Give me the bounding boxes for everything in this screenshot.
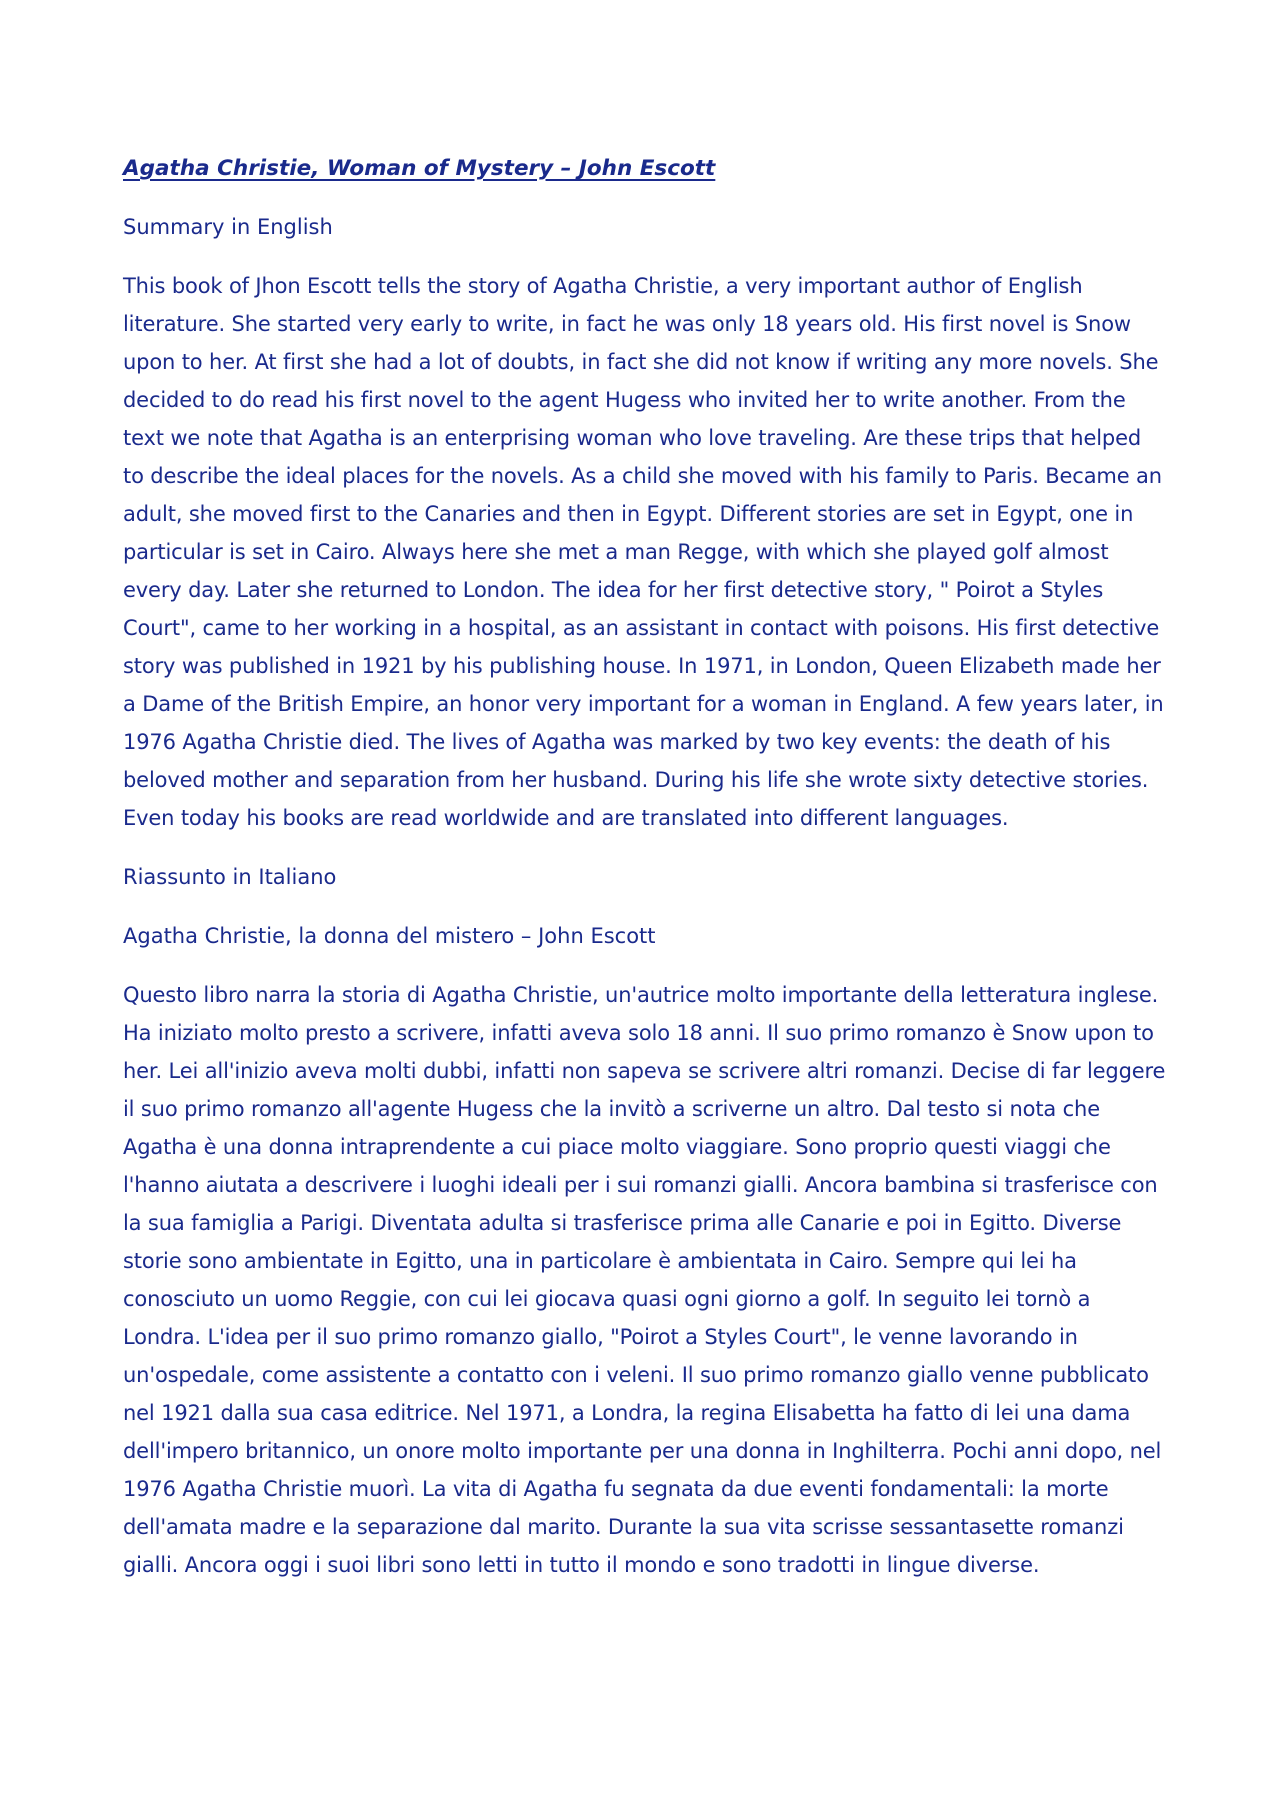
english-summary-paragraph: This book of Jhon Escott tells the story of Agatha Christie, a very important author of English literature. She started very early to write, in fact he was only 18 years old. His first novel is Snow upon to her. At first she had a lot of doubts, in fact she did not know if writing any more novels. She decided to do read his first novel to the agent Hugess who invited her to write another. From the text we note that Agatha is an enterprising woman who love traveling. Are these trips that helped to describe the ideal places for the novels. As a child she moved with his family to Paris. Became an adult, she moved first to the Canaries and then in Egypt. Different stories are set in Egypt, one in particular is set in Cairo. Always here she met a man Regge, with which she played golf almost every day. Later she returned to London. The idea for her first detective story, " Poirot a Styles Court", came to her working in a hospital, as an assistant in contact with poisons. His first detective story was published in 1921 by his publishing house. In 1971, in London, Queen Elizabeth made her a Dame of the British Empire, an honor very important for a woman in England. A few years later, in 1976 Agatha Christie died. The lives of Agatha was marked by two key events: the death of his beloved mother and separation from her husband. During his life she wrote sixty detective stories. Even today his books are read worldwide and are translated into different languages. [123,274,1164,830]
english-summary-heading: Summary in English [123,215,333,239]
italian-summary-subtitle: Agatha Christie, la donna del mistero – John Escott [123,924,656,948]
italian-summary-paragraph: Questo libro narra la storia di Agatha Christie, un'autrice molto importante della letteratura inglese. Ha iniziato molto presto a scrivere, infatti aveva solo 18 anni. Il suo primo romanzo è Snow upon to her. Lei all'inizio aveva molti dubbi, infatti non sapeva se scrivere altri romanzi. Decise di far leggere il suo primo romanzo all'agente Hugess che la invitò a scriverne un altro. Dal testo si nota che Agatha è una donna intraprendente a cui piace molto viaggiare. Sono proprio questi viaggi che l'hanno aiutata a descrivere i luoghi ideali per i sui romanzi gialli. Ancora bambina si trasferisce con la sua famiglia a Parigi. Diventata adulta si trasferisce prima alle Canarie e poi in Egitto. Diverse storie sono ambientate in Egitto, una in particolare è ambientata in Cairo. Sempre qui lei ha conosciuto un uomo Reggie, con cui lei giocava quasi ogni giorno a golf. In seguito lei tornò a Londra. L'idea per il suo primo romanzo giallo, "Poirot a Styles Court", le venne lavorando in un'ospedale, come assistente a contatto con i veleni. Il suo primo romanzo giallo venne pubblicato nel 1921 dalla sua casa editrice. Nel 1971, a Londra, la regina Elisabetta ha fatto di lei una dama dell'impero britannico, un onore molto importante per una donna in Inghilterra. Pochi anni dopo, nel 1976 Agatha Christie muorì. La vita di Agatha fu segnata da due eventi fondamentali: la morte dell'amata madre e la separazione dal marito. Durante la sua vita scrisse sessantasette romanzi gialli. Ancora oggi i suoi libri sono letti in tutto il mondo e sono tradotti in lingue diverse. [123,983,1166,1577]
italian-summary-heading: Riassunto in Italiano [123,865,337,889]
document-body [123,150,1168,1605]
document-title: Agatha Christie, Woman of Mystery – John Escott [123,156,716,181]
